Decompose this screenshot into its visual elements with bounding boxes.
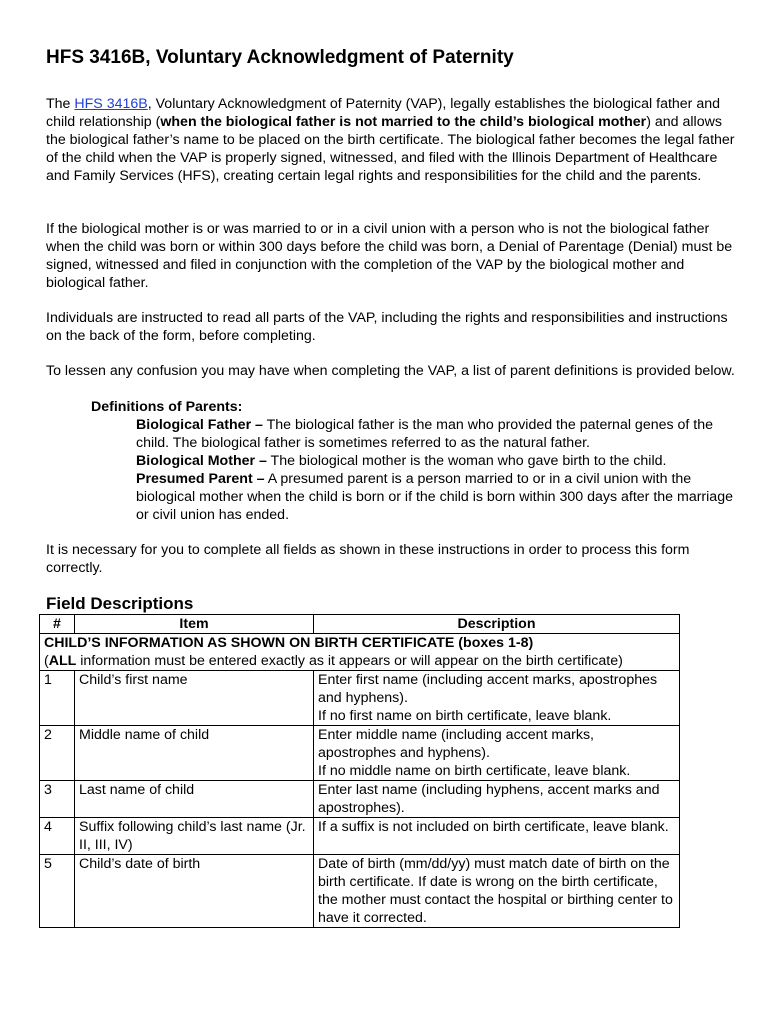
form-link[interactable]: HFS 3416B: [74, 96, 148, 112]
definitions-list: [136, 416, 741, 524]
description-line: Enter first name (including accent marks, apostrophes and hyphens).: [318, 672, 658, 706]
description-line: Enter last name (including hyphens, accent marks and apostrophes).: [318, 782, 660, 816]
row-item: Child’s date of birth: [75, 855, 314, 928]
section-header-cell: [40, 634, 680, 671]
definition-term: Presumed Parent –: [136, 471, 265, 487]
field-descriptions-heading: Field Descriptions: [46, 594, 194, 613]
definition-text: A presumed parent is a person married to or in a civil union with the biological mother when the child is born or if the child is born within 300 days after the marriage or civil union has ended.: [136, 471, 733, 523]
row-description: [314, 726, 680, 781]
table-row: [40, 726, 680, 781]
row-item: Child’s first name: [75, 671, 314, 726]
confusion-paragraph: To lessen any confusion you may have when completing the VAP, a list of parent definitions is provided below.: [46, 363, 735, 379]
table-header-row: [40, 615, 680, 634]
section-note-open: (: [44, 653, 49, 669]
intro-rest: ) and allows the biological father’s name to be placed on the birth certificate. The biological father becomes the legal father of the child when the VAP is properly signed, witnessed, and filed with the Illinois Department of Healthcare and Family Services (HFS), creating certain legal rights and responsibilities for the child and the parents.: [46, 114, 735, 184]
row-item: Last name of child: [75, 781, 314, 818]
row-item: Suffix following child’s last name (Jr. II, III, IV): [75, 818, 314, 855]
definition-biological-father: [136, 416, 741, 452]
section-note-bold: ALL: [48, 653, 77, 669]
row-description: [314, 781, 680, 818]
description-line: If no middle name on birth certificate, leave blank.: [318, 763, 631, 779]
definitions-heading: Definitions of Parents:: [91, 399, 243, 415]
description-line: Date of birth (mm/dd/yy) must match date of birth on the birth certificate. If date is wrong on the birth certificate, the mother must contact the hospital or birthing center to have it corrected.: [318, 856, 673, 926]
definition-presumed-parent: [136, 470, 741, 524]
row-item: Middle name of child: [75, 726, 314, 781]
intro-lead: The: [46, 96, 75, 112]
section-title: CHILD’S INFORMATION AS SHOWN ON BIRTH CERTIFICATE (boxes 1-8): [44, 635, 534, 651]
row-number: 4: [40, 818, 75, 855]
row-number: 3: [40, 781, 75, 818]
field-descriptions-table: [39, 614, 680, 928]
definition-biological-mother: [136, 452, 741, 470]
definition-text: The biological mother is the woman who gave birth to the child.: [266, 453, 667, 469]
row-description: [314, 818, 680, 855]
definition-term: Biological Mother –: [136, 453, 267, 469]
description-line: Enter middle name (including accent marks, apostrophes and hyphens).: [318, 727, 594, 761]
definition-text: The biological father is the man who provided the paternal genes of the child. The biological father is sometimes referred to as the natural father.: [136, 417, 714, 451]
description-line: If no first name on birth certificate, leave blank.: [318, 708, 612, 724]
column-header-item: Item: [75, 615, 314, 634]
table-row: [40, 671, 680, 726]
row-description: [314, 855, 680, 928]
table-row: [40, 855, 680, 928]
section-note: information must be entered exactly as it appears or will appear on the birth certificate): [76, 653, 623, 669]
row-description: [314, 671, 680, 726]
intro-paragraph: [46, 95, 741, 185]
denial-paragraph: If the biological mother is or was married to or in a civil union with a person who is not the biological father when the child was born or within 300 days before the child was born, a Denial of Parentage (Denial) must be signed, witnessed and filed in conjunction with the completion of the VAP by the biological mother and biological father.: [46, 221, 733, 291]
necessary-paragraph: It is necessary for you to complete all fields as shown in these instructions in order to process this form correctly.: [46, 542, 690, 576]
row-number: 1: [40, 671, 75, 726]
column-header-description: Description: [314, 615, 680, 634]
row-number: 2: [40, 726, 75, 781]
column-header-number: #: [40, 615, 75, 634]
definition-term: Biological Father –: [136, 417, 263, 433]
description-line: If a suffix is not included on birth certificate, leave blank.: [318, 819, 669, 835]
table-row: [40, 781, 680, 818]
row-number: 5: [40, 855, 75, 928]
intro-after-link: , Voluntary Acknowledgment of Paternity (VAP), legally establishes the biological father and child relationship (: [46, 96, 721, 130]
table-row: [40, 818, 680, 855]
section-header-row: [40, 634, 680, 671]
intro-bold-clause: when the biological father is not married to the child’s biological mother: [160, 114, 647, 130]
instructions-paragraph: Individuals are instructed to read all parts of the VAP, including the rights and responsibilities and instructions on the back of the form, before completing.: [46, 310, 728, 344]
page-title: HFS 3416B, Voluntary Acknowledgment of Paternity: [46, 47, 514, 68]
